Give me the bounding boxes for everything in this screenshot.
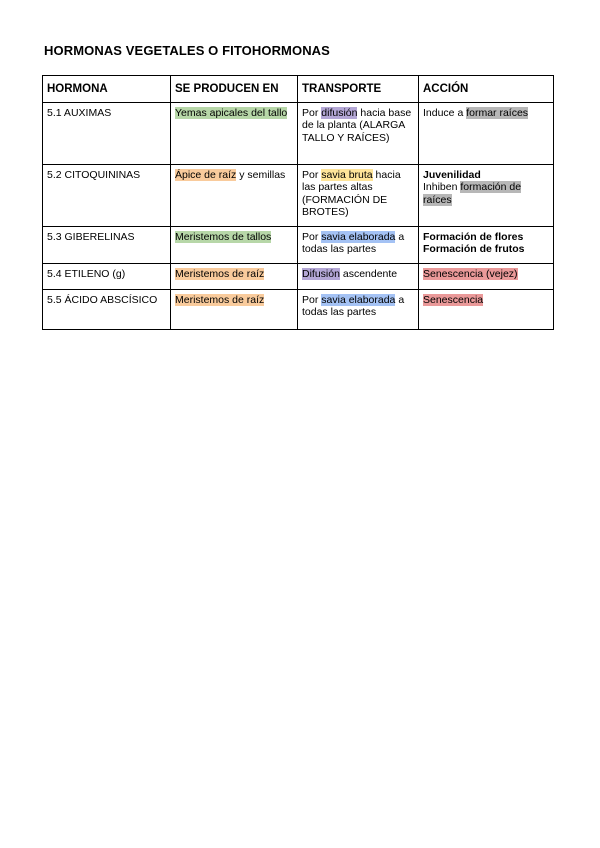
highlight-text: savia bruta — [321, 168, 373, 181]
header-accion: ACCIÓN — [419, 76, 554, 103]
highlight-text: formación de raíces — [423, 181, 522, 206]
production-cell — [171, 102, 298, 164]
cell-text: Por — [302, 230, 322, 243]
hormone-name: 5.2 CITOQUININAS — [43, 164, 171, 226]
header-hormona: HORMONA — [43, 76, 171, 103]
table-header-row — [43, 76, 554, 103]
hormones-table — [42, 75, 554, 330]
transport-cell — [298, 164, 419, 226]
cell-text: a todas las partes — [302, 230, 405, 255]
table-row — [43, 102, 554, 164]
transport-cell — [298, 263, 419, 289]
cell-text: Induce a — [423, 106, 467, 119]
cell-text: ascendente — [339, 267, 398, 280]
cell-text: Por — [302, 168, 322, 181]
cell-text: hacia base de la planta (ALARGA TALLO Y RAÍCES) — [302, 106, 412, 144]
action-cell — [419, 263, 554, 289]
transport-cell — [298, 102, 419, 164]
document-title: HORMONAS VEGETALES O FITOHORMONAS — [44, 43, 330, 58]
cell-text: Por — [302, 106, 322, 119]
highlight-text: savia elaborada — [321, 293, 396, 306]
hormone-name: 5.5 ÁCIDO ABSCÍSICO — [43, 289, 171, 329]
action-cell — [419, 226, 554, 263]
highlight-text: difusión — [321, 106, 358, 119]
table-row — [43, 226, 554, 263]
table-row — [43, 263, 554, 289]
production-cell — [171, 263, 298, 289]
hormone-name: 5.4 ETILENO (g) — [43, 263, 171, 289]
cell-text: y semillas — [236, 168, 286, 181]
action-bold-text: Formación de frutos — [423, 243, 525, 255]
highlight-text: Difusión — [302, 267, 340, 280]
highlight-text: Senescencia (vejez) — [423, 267, 518, 280]
action-cell — [419, 164, 554, 226]
production-cell — [171, 289, 298, 329]
action-bold-text: Juvenilidad — [423, 168, 481, 181]
header-transporte: TRANSPORTE — [298, 76, 419, 103]
highlight-text: Yemas apicales del tallo — [175, 106, 288, 119]
highlight-text: Meristemos de raíz — [175, 267, 265, 280]
transport-cell — [298, 289, 419, 329]
highlight-text: Meristemos de tallos — [175, 230, 272, 243]
hormone-name: 5.3 GIBERELINAS — [43, 226, 171, 263]
header-se-producen-en: SE PRODUCEN EN — [171, 76, 298, 103]
cell-text: Por — [302, 293, 322, 306]
table-row — [43, 289, 554, 329]
highlight-text: Meristemos de raíz — [175, 293, 265, 306]
transport-cell — [298, 226, 419, 263]
action-cell — [419, 102, 554, 164]
table-row — [43, 164, 554, 226]
hormone-name: 5.1 AUXIMAS — [43, 102, 171, 164]
highlight-text: Senescencia — [423, 293, 484, 306]
highlight-text: Ápice de raíz — [175, 168, 237, 181]
action-bold-text: Formación de flores — [423, 230, 524, 243]
highlight-text: formar raíces — [466, 106, 529, 119]
highlight-text: savia elaborada — [321, 230, 396, 243]
cell-text: hacia las partes altas (FORMACIÓN DE BROTES) — [302, 168, 401, 218]
action-cell — [419, 289, 554, 329]
cell-text: Inhiben — [423, 181, 461, 193]
cell-text: a todas las partes — [302, 293, 405, 318]
production-cell — [171, 164, 298, 226]
production-cell — [171, 226, 298, 263]
